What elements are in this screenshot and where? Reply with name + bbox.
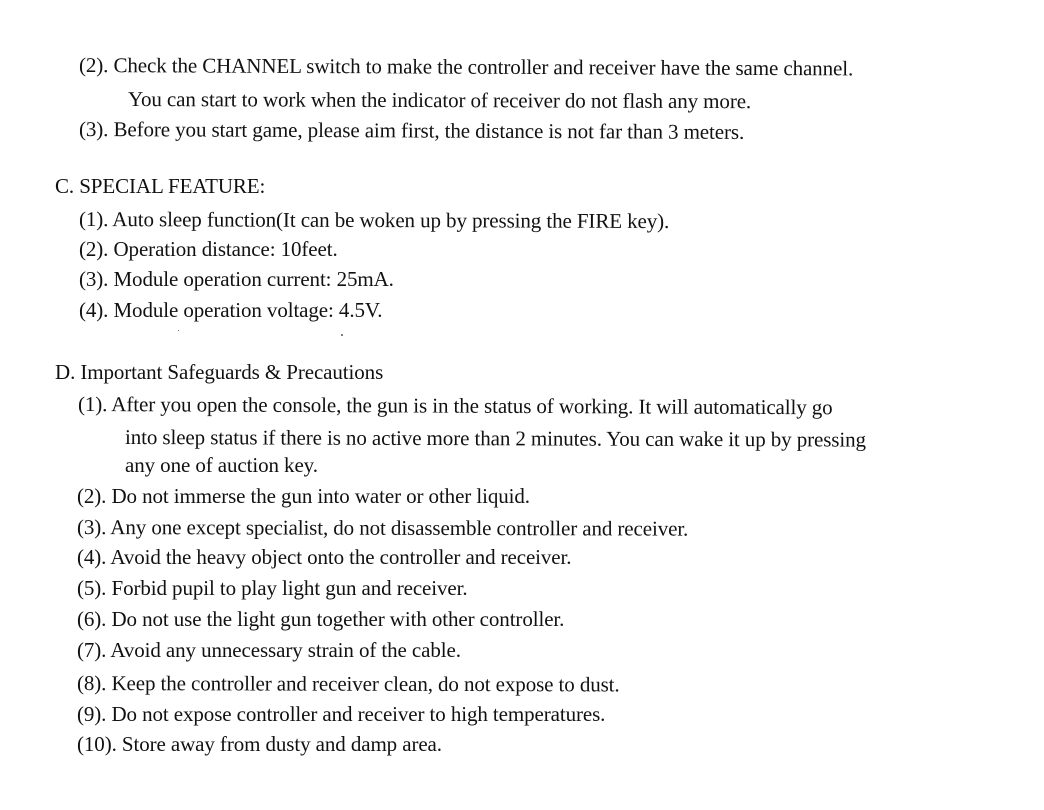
d-item-9: (9). Do not expose controller and receiver to high temperatures. [77,702,606,726]
d-item-7: (7). Avoid any unnecessary strain of the cable. [77,638,461,662]
d-item-8: (8). Keep the controller and receiver clean, do not expose to dust. [76,671,620,697]
b-item-2-cont: You can start to work when the indicator of receiver do not flash any more. [127,87,752,114]
d-item-1-line3: any one of auction key. [125,453,318,477]
d-item-3: (3). Any one except specialist, do not disassemble controller and receiver. [76,515,689,541]
c-item-1: (1). Auto sleep function(It can be woken up by pressing the FIRE key). [78,207,670,234]
b-item-3: (3). Before you start game, please aim first, the distance is not far than 3 meters. [78,117,745,144]
c-item-4: (4). Module operation voltage: 4.5V. [79,298,383,322]
d-item-5: (5). Forbid pupil to play light gun and receiver. [77,576,468,600]
c-item-2: (2). Operation distance: 10feet. [79,237,338,261]
c-item-3: (3). Module operation current: 25mA. [79,267,394,291]
section-d-heading: D. Important Safeguards & Precautions [55,360,384,384]
section-c-heading: C. SPECIAL FEATURE: [55,174,266,198]
d-item-2: (2). Do not immerse the gun into water or other liquid. [77,484,530,508]
d-item-1-line1: (1). After you open the console, the gun is in the status of working. It will automatically go [77,392,833,420]
scan-speck [178,330,179,331]
d-item-10: (10). Store away from dusty and damp area. [77,732,442,756]
d-item-1-line2: into sleep status if there is no active more than 2 minutes. You can wake it up by pressing [124,425,866,452]
d-item-4: (4). Avoid the heavy object onto the controller and receiver. [77,545,572,569]
b-item-2: (2). Check the CHANNEL switch to make the controller and receiver have the same channel. [78,53,854,81]
scan-speck [341,334,343,336]
d-item-6: (6). Do not use the light gun together with other controller. [77,607,565,631]
